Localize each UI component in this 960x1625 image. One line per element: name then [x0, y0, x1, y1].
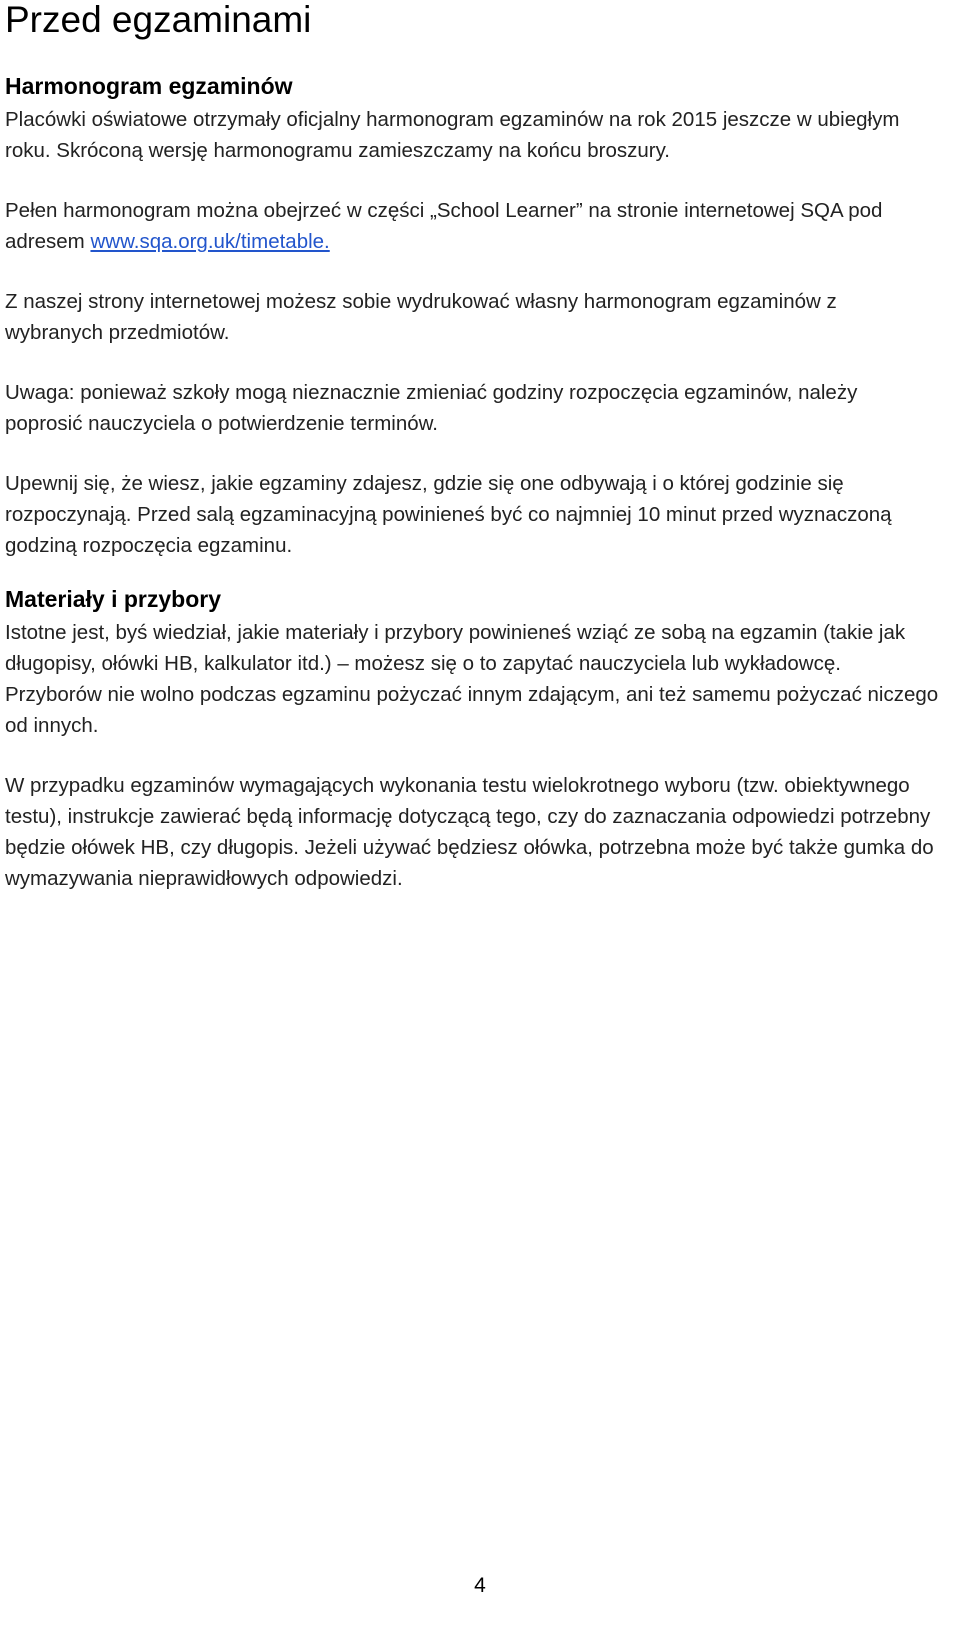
paragraph-full-schedule-text: Pełen harmonogram można obejrzeć w części „School Learner” na stronie internetowej SQA pod adresem — [5, 199, 883, 253]
paragraph-full-schedule — [5, 195, 940, 257]
page-number: 4 — [474, 1574, 486, 1597]
section-heading-schedule: Harmonogram egzaminów — [5, 73, 293, 99]
paragraph-note: Uwaga: ponieważ szkoły mogą nieznacznie zmieniać godziny rozpoczęcia egzaminów, należy poprosić nauczyciela o potwierdzenie terminów. — [5, 381, 858, 435]
paragraph-multiple-choice: W przypadku egzaminów wymagających wykonania testu wielokrotnego wyboru (tzw. obiektywnego testu), instrukcje zawierać będą informację dotyczącą tego, czy do zaznaczania odpowiedzi potrzebny będzie ołówek HB, czy długopis. Jeżeli używać będziesz ołówka, potrzebna może być także gumka do wymazywania nieprawidłowych odpowiedzi. — [5, 774, 934, 890]
page-title: Przed egzaminami — [5, 0, 312, 40]
paragraph-print-schedule: Z naszej strony internetowej możesz sobie wydrukować własny harmonogram egzaminów z wybranych przedmiotów. — [5, 290, 837, 344]
section-heading-materials: Materiały i przybory — [5, 586, 222, 612]
document-page — [5, 0, 940, 894]
paragraph-schedule-received: Placówki oświatowe otrzymały oficjalny harmonogram egzaminów na rok 2015 jeszcze w ubiegłym roku. Skróconą wersję harmonogramu zamieszczamy na końcu broszury. — [5, 108, 900, 162]
sqa-timetable-link[interactable]: www.sqa.org.uk/timetable. — [90, 230, 330, 253]
paragraph-make-sure: Upewnij się, że wiesz, jakie egzaminy zdajesz, gdzie się one odbywają i o której godzinie się rozpoczynają. Przed salą egzaminacyjną powinieneś być co najmniej 10 minut przed wyznaczoną godziną rozpoczęcia egzaminu. — [5, 472, 892, 557]
paragraph-materials: Istotne jest, byś wiedział, jakie materiały i przybory powinieneś wziąć ze sobą na egzamin (takie jak długopisy, ołówki HB, kalkulator itd.) – możesz się o to zapytać nauczyciela lub wykładowcę. Przyborów nie wolno podczas egzaminu pożyczać innym zdającym, ani też samemu pożyczać niczego od innych. — [5, 621, 939, 737]
